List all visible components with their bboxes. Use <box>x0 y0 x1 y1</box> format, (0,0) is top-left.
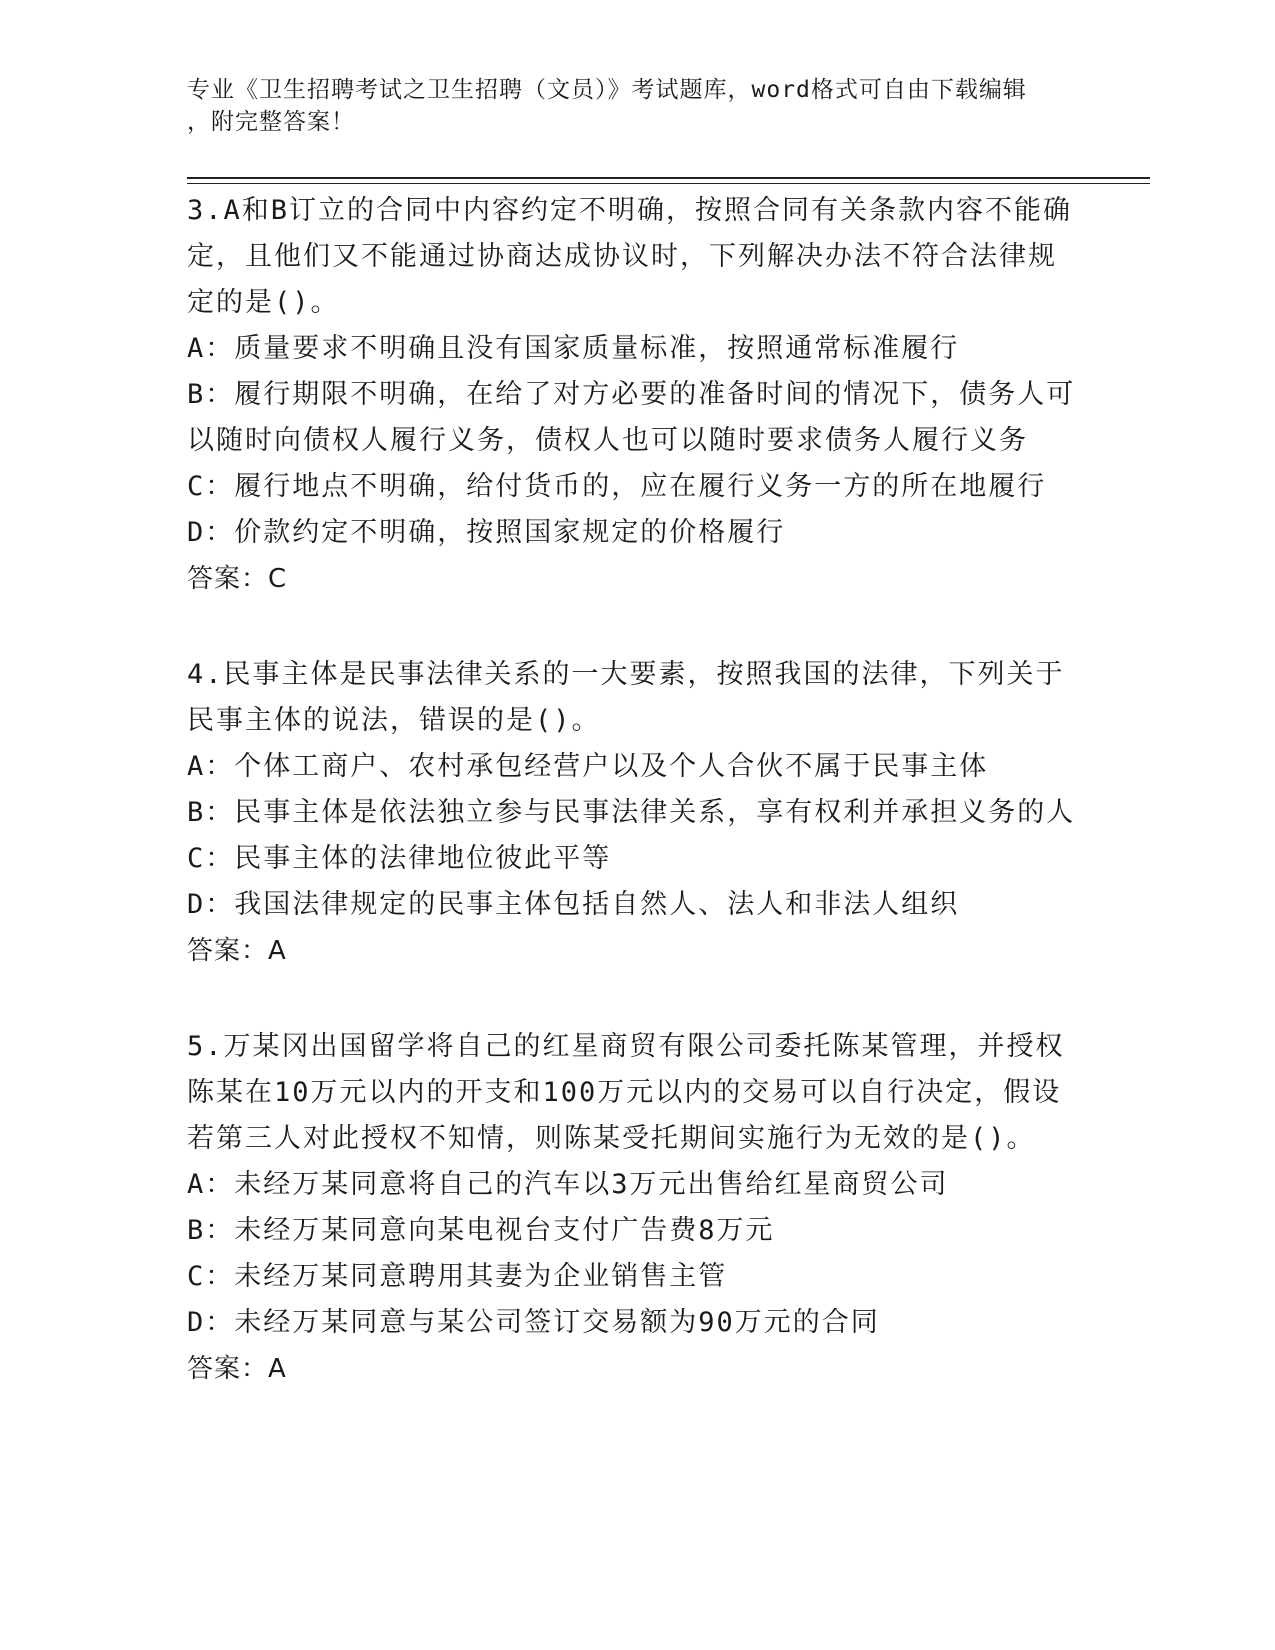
option-d: D：价款约定不明确，按照国家规定的价格履行 <box>187 517 786 548</box>
option-b: B：未经万某同意向某电视台支付广告费8万元 <box>187 1215 775 1246</box>
question-list <box>187 188 1087 1392</box>
answer-label: 答案： <box>187 936 269 966</box>
question-3 <box>187 188 1087 602</box>
option-a: A：未经万某同意将自己的汽车以3万元出售给红星商贸公司 <box>187 1169 949 1200</box>
question-stem-line: 定，且他们又不能通过协商达成协议时，下列解决办法不符合法律规 <box>187 241 1057 272</box>
answer-value: C <box>268 564 289 594</box>
question-stem-line: 民事主体的说法，错误的是()。 <box>187 705 601 736</box>
answer-value: A <box>268 1354 288 1384</box>
option-d: D：未经万某同意与某公司签订交易额为90万元的合同 <box>187 1307 880 1338</box>
answer-line <box>187 928 1087 974</box>
option-b: B：民事主体是依法独立参与民事法律关系，享有权利并承担义务的人 <box>187 797 1076 828</box>
option-a: A：质量要求不明确且没有国家质量标准，按照通常标准履行 <box>187 333 960 364</box>
document-header <box>187 74 1087 138</box>
answer-line <box>187 1346 1087 1392</box>
question-stem-line: 陈某在10万元以内的开支和100万元以内的交易可以自行决定，假设 <box>187 1077 1062 1108</box>
question-stem-line: 3.A和B订立的合同中内容约定不明确，按照合同有关条款内容不能确 <box>187 195 1073 226</box>
header-line-2: ，附完整答案！ <box>187 109 355 135</box>
option-b: B：履行期限不明确，在给了对方必要的准备时间的情况下，债务人可 <box>187 379 1076 410</box>
question-4 <box>187 652 1087 974</box>
option-a: A：个体工商户、农村承包经营户以及个人合伙不属于民事主体 <box>187 751 989 782</box>
question-stem-line: 4.民事主体是民事法律关系的一大要素，按照我国的法律，下列关于 <box>187 659 1065 690</box>
header-line-1: 专业《卫生招聘考试之卫生招聘（文员）》考试题库，word格式可自由下载编辑 <box>187 77 1027 103</box>
question-stem-line: 若第三人对此授权不知情，则陈某受托期间实施行为无效的是()。 <box>187 1123 1036 1154</box>
option-d: D：我国法律规定的民事主体包括自然人、法人和非法人组织 <box>187 889 960 920</box>
question-stem-line: 5.万某冈出国留学将自己的红星商贸有限公司委托陈某管理，并授权 <box>187 1031 1065 1062</box>
answer-line <box>187 556 1087 602</box>
header-divider-thick <box>187 177 1150 179</box>
option-b-continued: 以随时向债权人履行义务，债权人也可以随时要求债务人履行义务 <box>187 425 1028 456</box>
option-c: C：未经万某同意聘用其妻为企业销售主管 <box>187 1261 728 1292</box>
answer-label: 答案： <box>187 564 269 594</box>
answer-value: A <box>268 936 288 966</box>
answer-label: 答案： <box>187 1354 269 1384</box>
question-5 <box>187 1024 1087 1392</box>
header-divider-thin <box>187 183 1150 184</box>
question-stem-line: 定的是()。 <box>187 287 340 318</box>
option-c: C：履行地点不明确，给付货币的，应在履行义务一方的所在地履行 <box>187 471 1047 502</box>
option-c: C：民事主体的法律地位彼此平等 <box>187 843 612 874</box>
